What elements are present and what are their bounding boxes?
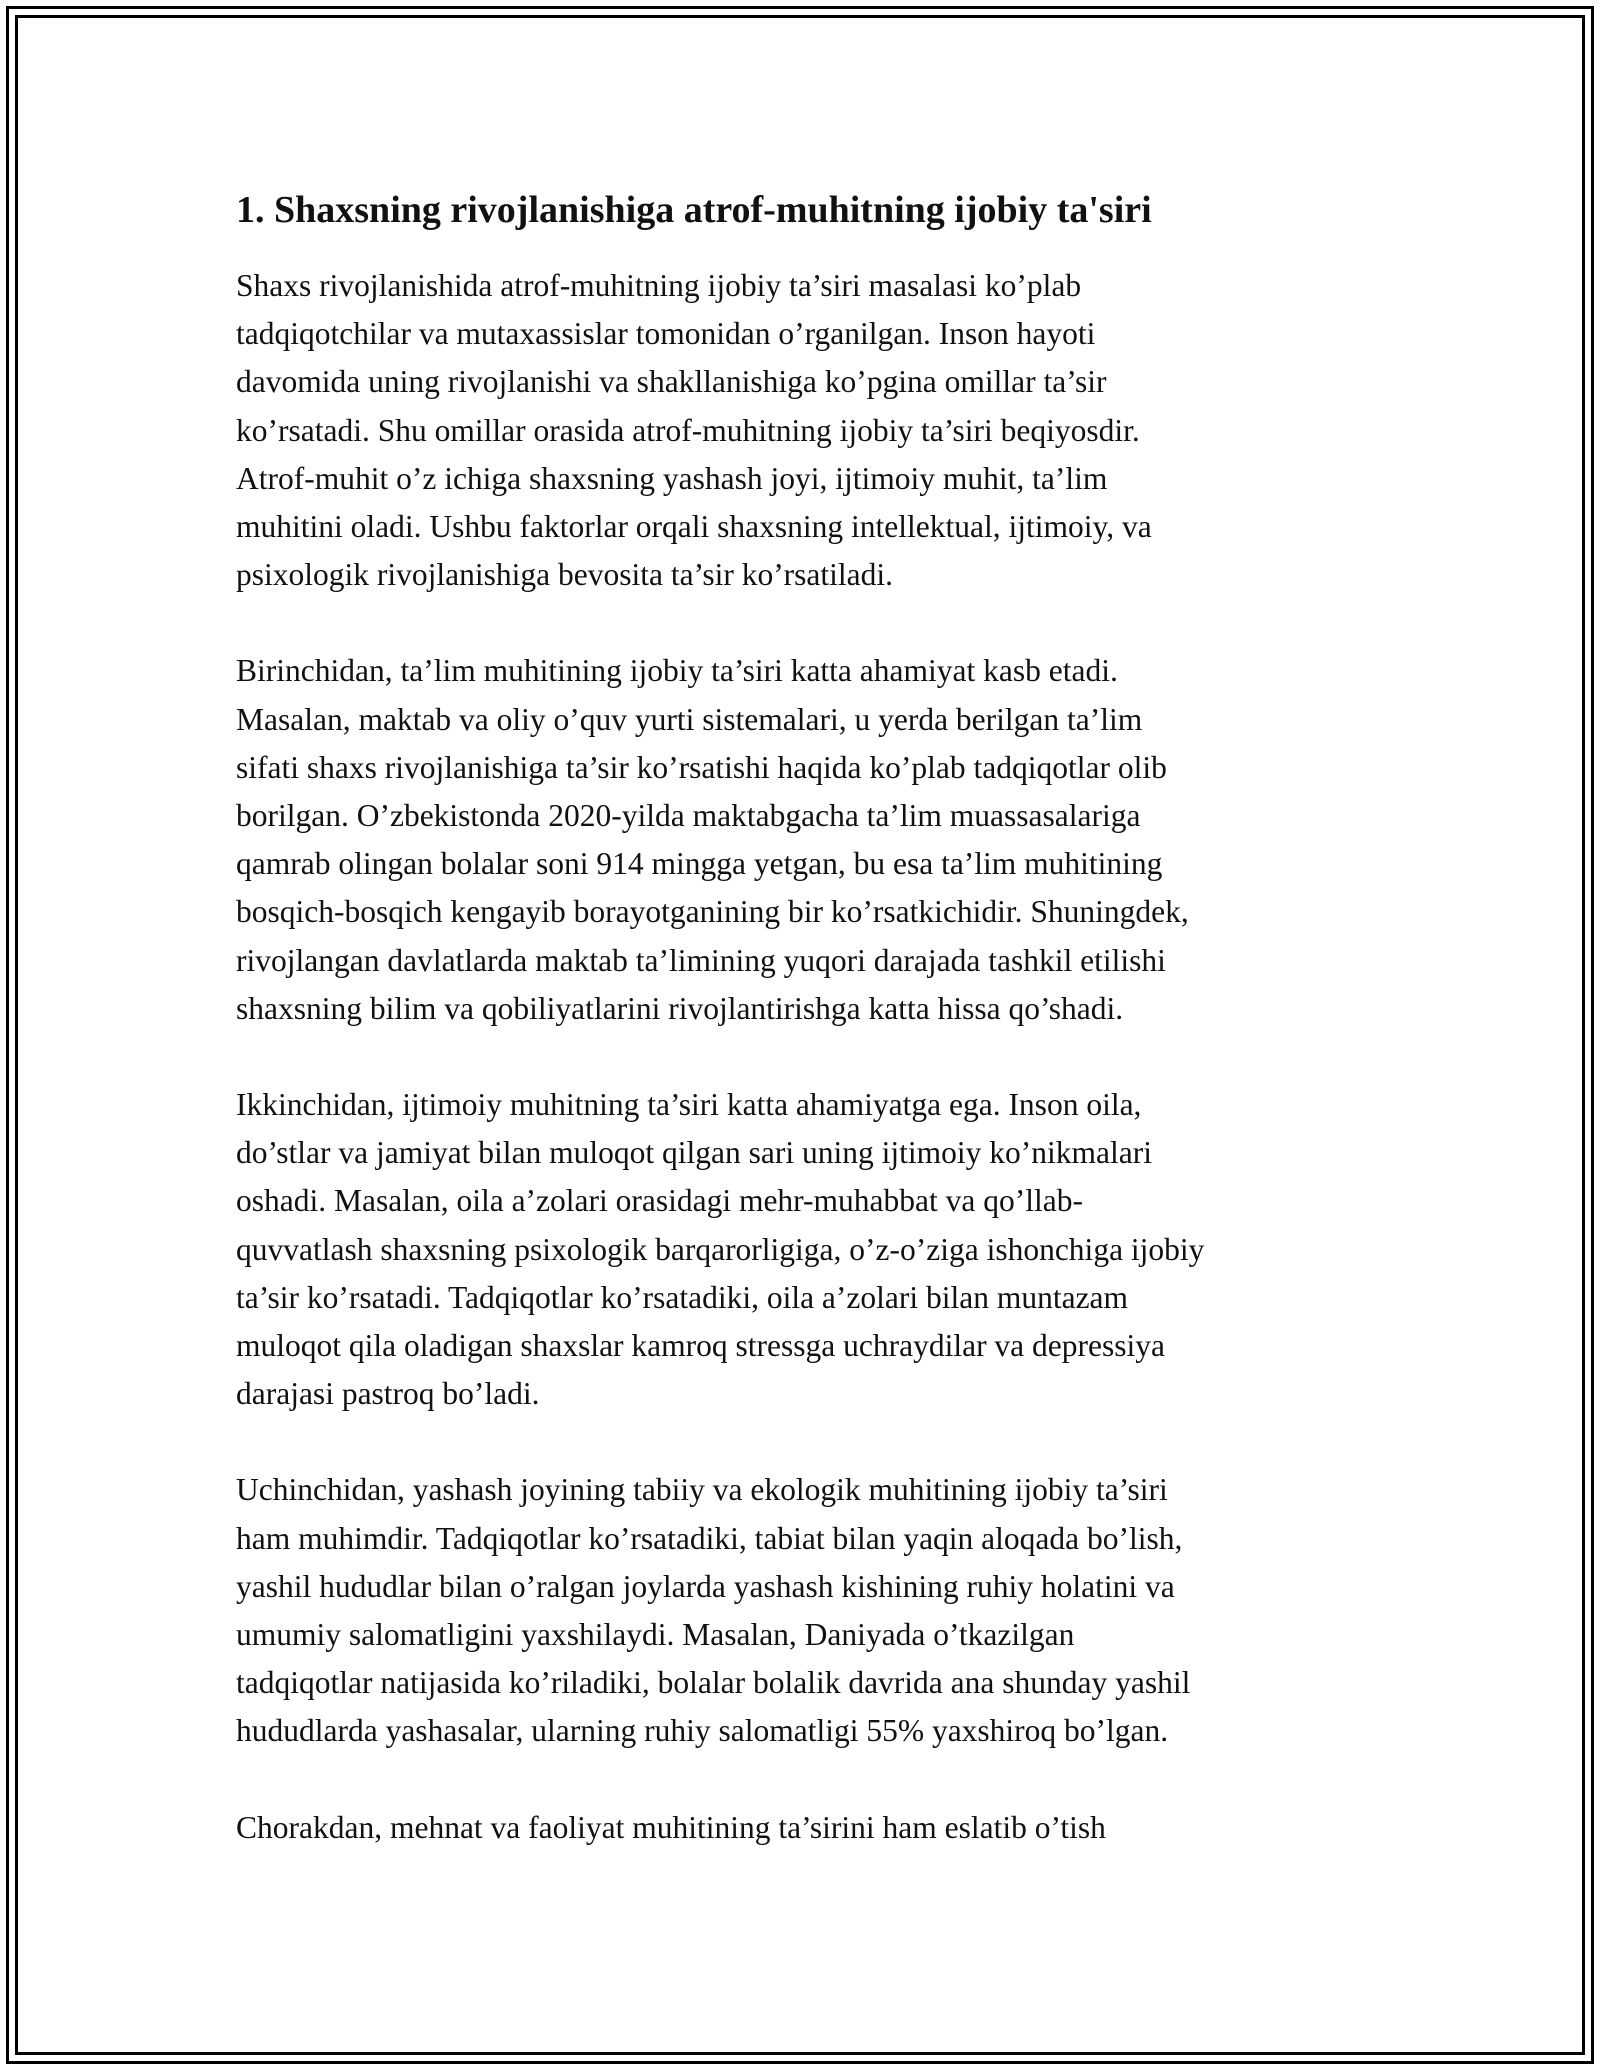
text-line: rivojlangan davlatlarda maktab ta’limining yuqori darajada tashkil etilishi [236,942,1166,978]
document-body [236,186,1366,1900]
text-line: Shaxs rivojlanishida atrof-muhitning ijobiy ta’siri masalasi ko’plab [236,268,1082,303]
paragraph-5 [236,1804,1366,1852]
text-line: quvvatlash shaxsning psixologik barqarorligiga, o’z-o’ziga ishonchiga ijobiy [236,1231,1205,1267]
text-line: ta’sir ko’rsatadi. Tadqiqotlar ko’rsatadiki, oila a’zolari bilan muntazam [236,1279,1129,1315]
text-line: tadqiqotchilar va mutaxassislar tomonidan o’rganilgan. Inson hayoti [236,316,1096,352]
text-line: Birinchidan, ta’lim muhitining ijobiy ta’siri katta ahamiyat kasb etadi. [236,653,1118,689]
text-line: Chorakdan, mehnat va faoliyat muhitining ta’sirini ham eslatib o’tish [236,1809,1106,1845]
text-line: davomida uning rivojlanishi va shakllanishiga ko’pgina omillar ta’sir [236,364,1107,400]
text-line: muloqot qila oladigan shaxslar kamroq stressga uchraydilar va depressiya [236,1328,1165,1364]
text-line: ham muhimdir. Tadqiqotlar ko’rsatadiki, tabiat bilan yaqin aloqada bo’lish, [236,1520,1183,1556]
text-line: do’stlar va jamiyat bilan muloqot qilgan sari uning ijtimoiy ko’nikmalari [236,1135,1152,1171]
text-line: yashil hududlar bilan o’ralgan joylarda yashash kishining ruhiy holatini va [236,1568,1175,1604]
text-line: Ikkinchidan, ijtimoiy muhitning ta’siri katta ahamiyatga ega. Inson oila, [236,1087,1142,1123]
text-line: qamrab olingan bolalar soni 914 mingga yetgan, bu esa ta’lim muhitining [236,846,1163,882]
text-line: Masalan, maktab va oliy o’quv yurti sistemalari, u yerda berilgan ta’lim [236,701,1143,737]
text-line: bosqich-bosqich kengayib borayotganining bir ko’rsatkichidir. Shuningdek, [236,894,1189,930]
text-line: Atrof-muhit o’z ichiga shaxsning yashash joyi, ijtimoiy muhit, ta’lim [236,460,1108,496]
text-line: ko’rsatadi. Shu omillar orasida atrof-muhitning ijobiy ta’siri beqiyosdir. [236,412,1140,448]
paragraph-1 [236,262,1366,599]
text-line: tadqiqotlar natijasida ko’riladiki, bolalar bolalik davrida ana shunday yashil [236,1665,1191,1701]
paragraph-2 [236,647,1366,1033]
paragraph-3 [236,1081,1366,1418]
text-line: psixologik rivojlanishiga bevosita ta’sir ko’rsatiladi. [236,557,894,593]
text-line: shaxsning bilim va qobiliyatlarini rivojlantirishga katta hissa qo’shadi. [236,990,1124,1026]
paragraph-4 [236,1466,1366,1755]
section-heading: 1. Shaxsning rivojlanishiga atrof-muhitning ijobiy ta'siri [236,189,1152,231]
text-line: Uchinchidan, yashash joyining tabiiy va ekologik muhitining ijobiy ta’siri [236,1472,1168,1508]
text-line: sifati shaxs rivojlanishiga ta’sir ko’rsatishi haqida ko’plab tadqiqotlar olib [236,749,1167,785]
text-line: oshadi. Masalan, oila a’zolari orasidagi mehr-muhabbat va qo’llab- [236,1183,1083,1219]
text-line: darajasi pastroq bo’ladi. [236,1376,540,1412]
text-line: umumiy salomatligini yaxshilaydi. Masalan, Daniyada o’tkazilgan [236,1617,1075,1653]
text-line: hududlarda yashasalar, ularning ruhiy salomatligi 55% yaxshiroq bo’lgan. [236,1713,1169,1749]
text-line: muhitini oladi. Ushbu faktorlar orqali shaxsning intellektual, ijtimoiy, va [236,509,1152,545]
text-line: borilgan. O’zbekistonda 2020-yilda maktabgacha ta’lim muassasalariga [236,798,1141,834]
